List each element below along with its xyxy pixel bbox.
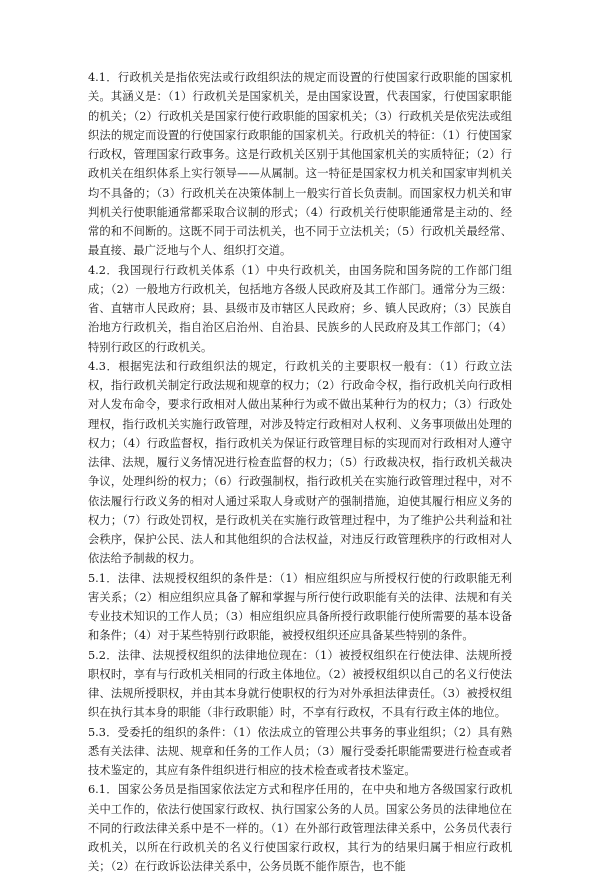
paragraph-4-1: 4.1．行政机关是指依宪法或行政组织法的规定而设置的行使国家行政职能的国家机关。其涵义是：（1）行政机关是国家机关，是由国家设置，代表国家，行使国家职能的机关；（2）行政机关是国家行使行政职能的国家机关；（3）行政机关是依宪法或组织法的规定而设置的行使国家行政职能的国家机关。行政机关的特征：（1）行使国家行政权，管理国家行政事务。这是行政机关区别于其他国家机关的实质特征；（2）行政机关在组织体系上实行领导——从属制。这一特征是国家权力机关和国家审判机关均不具备的；（3）行政机关在决策体制上一般实行首长负责制。而国家权力机关和审判机关行使职能通常都采取合议制的形式；（4）行政机关行使职能通常是主动的、经常的和不间断的。这既不同于司法机关，也不同于立法机关；（5）行政机关最经常、最直接、最广泛地与个人、组织打交道。 (88, 71, 512, 258)
paragraph-5-3: 5.3．受委托的组织的条件：（1）依法成立的管理公共事务的事业组织；（2）具有熟悉有关法律、法规、规章和任务的工作人员；（3）履行受委托职能需要进行检查或者技术鉴定的，其应有条件组织进行相应的技术检查或者技术鉴定。 (88, 725, 512, 777)
paragraph-4-3: 4.3．根据宪法和行政组织法的规定，行政机关的主要职权一般有：（1）行政立法权，指行政机关制定行政法规和规章的权力；（2）行政命令权，指行政机关向行政相对人发布命令，要求行政相对人做出某种行为或不做出某种行为的权力；（3）行政处理权，指行政机关实施行政管理，对涉及特定行政相对人权利、义务事项做出处理的权力；（4）行政监督权，指行政机关为保证行政管理目标的实现而对行政相对人遵守法律、法规，履行义务情况进行检查监督的权力；（5）行政裁决权，指行政机关裁决争议，处理纠纷的权力；（6）行政强制权，指行政机关在实施行政管理过程中，对不依法履行行政义务的相对人通过采取人身或财产的强制措施，迫使其履行相应义务的权力；（7）行政处罚权，是行政机关在实施行政管理过程中，为了维护公共利益和社会秩序，保护公民、法人和其他组织的合法权益，对违反行政管理秩序的行政相对人依法给予制裁的权力。 (88, 359, 512, 566)
paragraph-6-1: 6.1．国家公务员是指国家依法定方式和程序任用的，在中央和地方各级国家行政机关中工作的，依法行使国家行政权、执行国家公务的人员。国家公务员的法律地位在不同的行政法律关系中是不一样的。（1）在外部行政管理法律关系中，公务员代表行政机关，以所在行政机关的名义行使国家行政权，其行为的结果归属于相应行政机关；（2）在行政诉讼法律关系中，公务员既不能作原告，也不能 (88, 783, 512, 874)
document-page (88, 68, 512, 877)
paragraph-5-2: 5.2．法律、法规授权组织的法律地位现在：（1）被授权组织在行使法律、法规所授职权时，享有与行政机关相同的行政主体地位。（2）被授权组织以自己的名义行使法律、法规所授职权，并由其本身就行使职权的行为对外承担法律责任。（3）被授权组织在执行其本身的职能（非行政职能）时，不享有行政权，不具有行政主体的地位。 (88, 648, 512, 720)
paragraph-4-2: 4.2．我国现行行政机关体系（1）中央行政机关，由国务院和国务院的工作部门组成；（2）一般地方行政机关，包括地方各级人民政府及其工作部门。通常分为三级：省、直辖市人民政府；县、县级市及市辖区人民政府；乡、镇人民政府；（3）民族自治地方行政机关，指自治区启治州、自治县、民族乡的人民政府及其工作部门；（4）特别行政区的行政机关。 (88, 263, 512, 354)
paragraph-5-1: 5.1．法律、法规授权组织的条件是：（1）相应组织应与所授权行使的行政职能无利害关系；（2）相应组织应具备了解和掌握与所行使行政职能有关的法律、法规和有关专业技术知识的工作人员；（3）相应组织应具备所授行政职能行使所需要的基本设备和条件；（4）对于某些特别行政职能，被授权组织还应具备某些特别的条件。 (88, 571, 512, 643)
